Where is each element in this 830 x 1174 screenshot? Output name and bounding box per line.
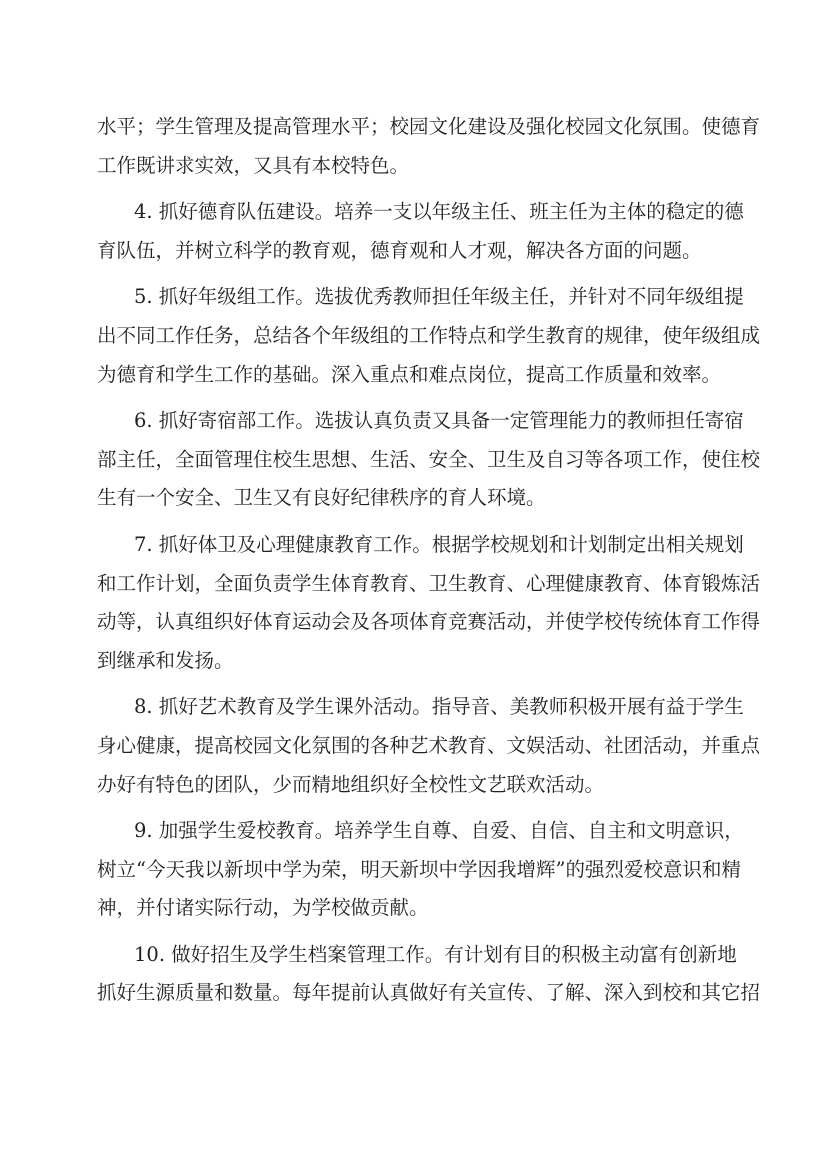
text-line: 树立“今天我以新坝中学为荣，明天新坝中学因我增辉”的强烈爱校意识和精 [97, 857, 741, 881]
text-line: 为德育和学生工作的基础。深入重点和难点岗位，提高工作质量和效率。 [97, 362, 722, 386]
text-line: 7. 抓好体卫及心理健康教育工作。根据学校规划和计划制定出相关规划 [134, 532, 744, 556]
text-line: 到继承和发扬。 [97, 648, 234, 672]
paragraph [97, 108, 761, 185]
text-line: 身心健康，提高校园文化氛围的各种艺术教育、文娱活动、社团活动，并重点 [97, 733, 761, 757]
text-line: 8. 抓好艺术教育及学生课外活动。指导音、美教师积极开展有益于学生 [134, 695, 744, 719]
paragraph [97, 688, 761, 804]
text-line: 出不同工作任务，总结各个年级组的工作特点和学生教育的规律，使年级组成 [97, 323, 761, 347]
text-line: 水平；学生管理及提高管理水平；校园文化建设及强化校园文化氛围。使德育 [97, 115, 761, 138]
paragraph [97, 812, 744, 928]
text-line: 部主任，全面管理住校生思想、生活、安全、卫生及自习等各项工作，使住校 [97, 447, 761, 471]
text-line: 和工作计划，全面负责学生体育教育、卫生教育、心理健康教育、体育锻炼活 [97, 571, 761, 595]
text-line: 5. 抓好年级组工作。选拔优秀教师担任年级主任，并针对不同年级组提 [134, 285, 744, 309]
text-line: 抓好生源质量和数量。每年提前认真做好有关宣传、了解、深入到校和其它招 [97, 981, 761, 1005]
text-line: 工作既讲求实效，又具有本校特色。 [97, 153, 410, 177]
text-line: 4. 抓好德育队伍建设。培养一支以年级主任、班主任为主体的稳定的德 [134, 200, 744, 224]
paragraph [97, 526, 761, 680]
text-line: 动等，认真组织好体育运动会及各项体育竞赛活动，并使学校传统体育工作得 [97, 610, 761, 634]
text-line: 9. 加强学生爱校教育。培养学生自尊、自爱、自信、自主和文明意识， [134, 819, 744, 843]
text-line: 办好有特色的团队，少而精地组织好全校性文艺联欢活动。 [97, 772, 605, 796]
text-line: 10. 做好招生及学生档案管理工作。有计划有目的积极主动富有创新地 [134, 942, 737, 966]
text-line: 育队伍，并树立科学的教育观，德育观和人才观，解决各方面的问题。 [97, 238, 702, 262]
paragraph [97, 278, 761, 394]
paragraph [97, 402, 761, 518]
text-line: 神，并付诸实际行动，为学校做贡献。 [97, 896, 429, 920]
paragraph [97, 936, 761, 1013]
text-line: 生有一个安全、卫生又有良好纪律秩序的育人环境。 [97, 486, 546, 510]
document-page [97, 108, 761, 1021]
text-line: 6. 抓好寄宿部工作。选拔认真负责又具备一定管理能力的教师担任寄宿 [134, 409, 744, 433]
paragraph [97, 193, 744, 270]
